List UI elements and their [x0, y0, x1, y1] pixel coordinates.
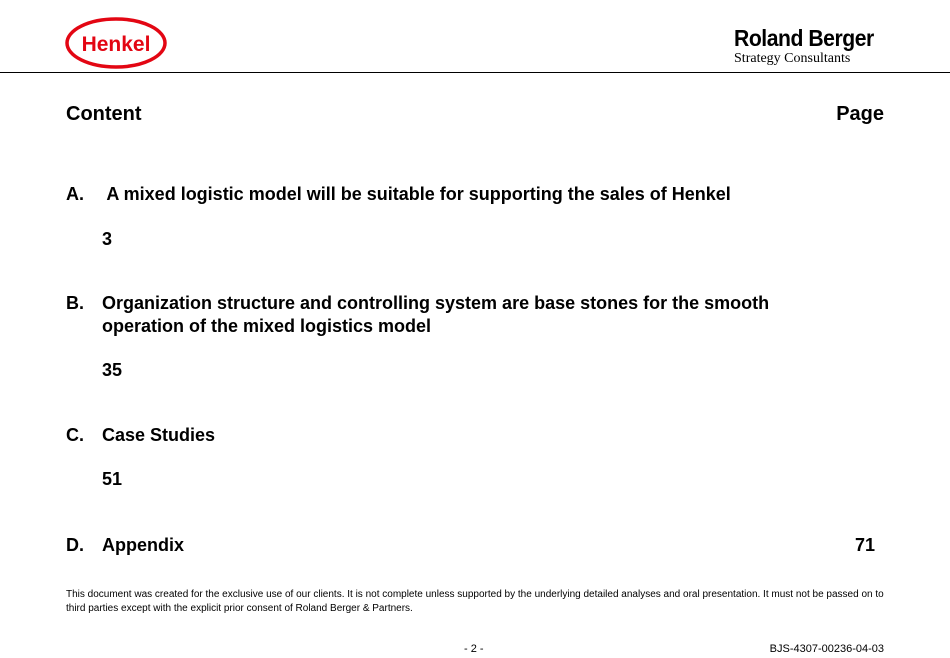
- henkel-logo-text: Henkel: [81, 33, 151, 56]
- toc-page-a: 3: [102, 229, 113, 249]
- toc-page-d: 71: [854, 535, 875, 555]
- toc-title-a: A mixed logistic model will be suitable for supporting the sales of Henkel: [102, 184, 731, 204]
- toc-title-c: Case Studies: [102, 425, 216, 445]
- disclaimer: This document was created for the exclusive use of our clients. It is not complete unless supported by the underlying detailed analyses and oral presentation. It must not be passed on to third parties except with the explicit prior consent of Roland Berger & Partners.: [66, 589, 884, 614]
- header-divider: [0, 72, 950, 73]
- roland-berger-subtitle: Strategy Consultants: [734, 51, 851, 66]
- roland-berger-logo: [734, 26, 886, 67]
- content-heading: Content: [66, 103, 142, 125]
- page-number: - 2 -: [464, 643, 484, 655]
- toc-letter-c: C.: [66, 425, 84, 445]
- toc-letter-b: B.: [66, 293, 84, 313]
- toc-letter-a: A.: [66, 184, 84, 204]
- toc-title-b: Organization structure and controlling system are base stones for the smooth operation of the mixed logistics model: [102, 293, 770, 336]
- toc-title-d: Appendix: [102, 535, 185, 555]
- toc-page-c: 51: [102, 469, 123, 489]
- roland-berger-name: Roland Berger: [734, 25, 874, 51]
- toc-page-b: 35: [102, 360, 123, 380]
- page-heading: Page: [836, 103, 884, 125]
- document-code: BJS-4307-00236-04-03: [769, 643, 884, 655]
- toc-letter-d: D.: [66, 535, 84, 555]
- henkel-logo: [64, 16, 168, 70]
